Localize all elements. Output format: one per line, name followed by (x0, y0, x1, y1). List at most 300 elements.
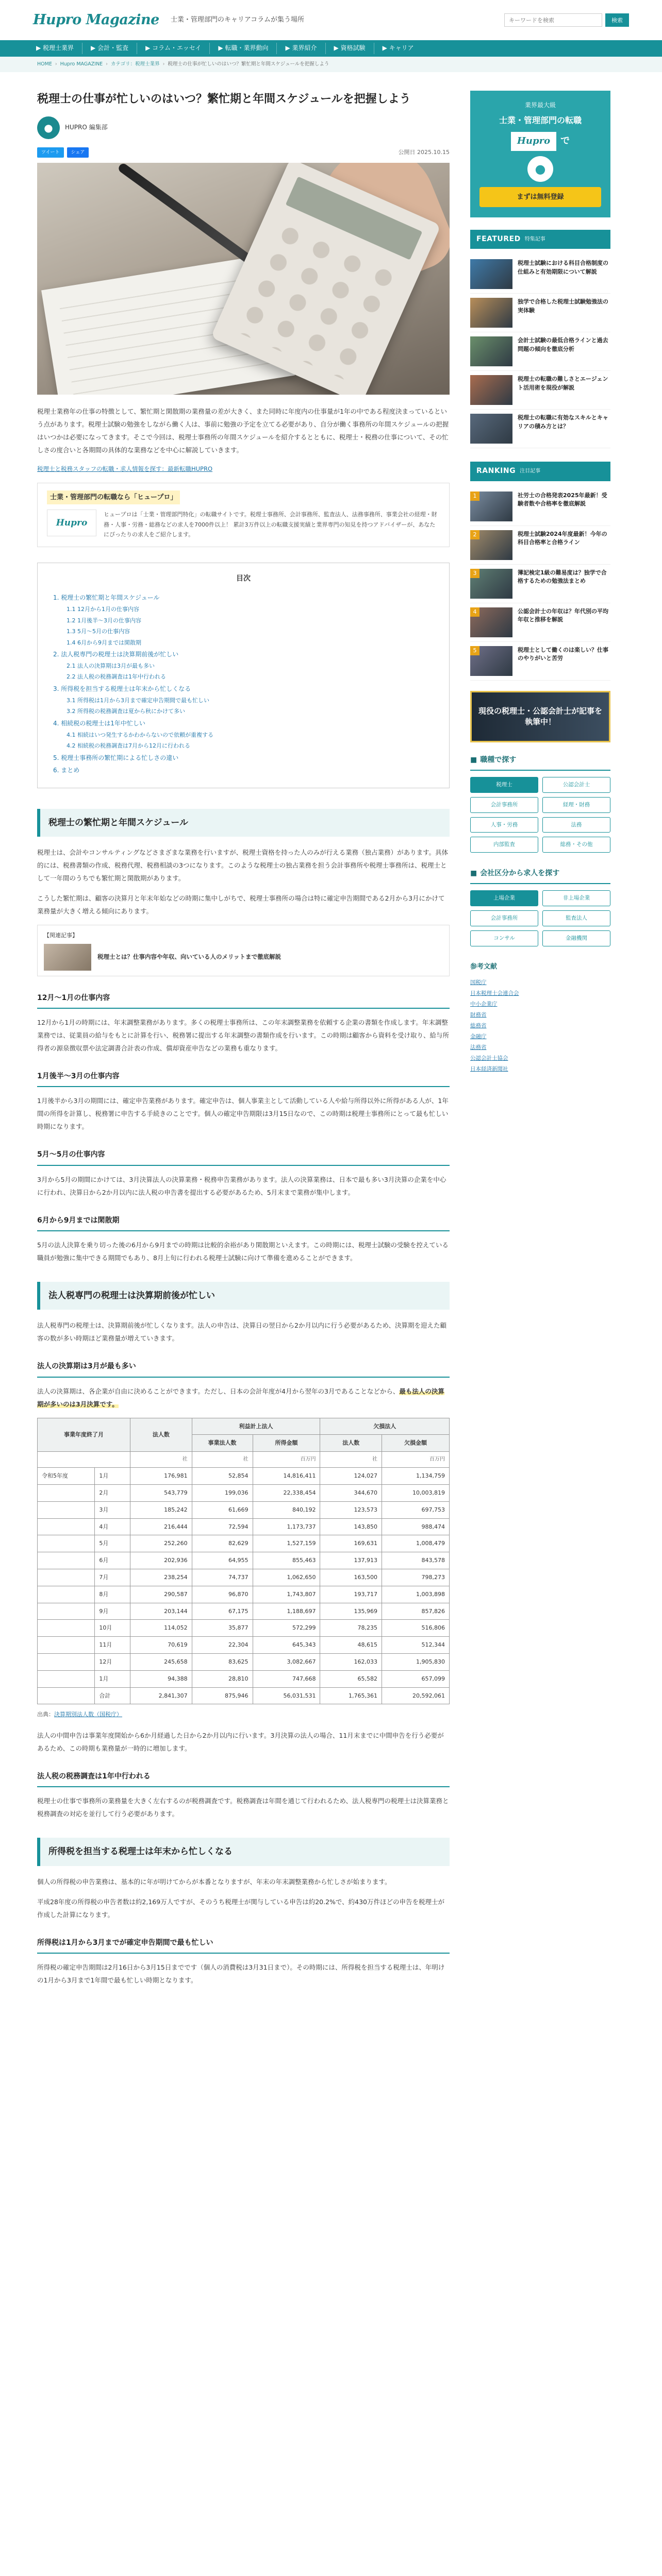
facebook-share-button[interactable]: シェア (67, 147, 89, 158)
tweet-button[interactable]: ツイート (37, 147, 64, 158)
table-cell: 199,036 (192, 1484, 253, 1501)
section-heading: 法人税専門の税理士は決算期前後が忙しい (37, 1282, 450, 1310)
subsection-heading: 所得税は1月から3月までが確定申告期間で最も忙しい (37, 1937, 450, 1954)
table-cell: 82,629 (192, 1535, 253, 1552)
toc-item[interactable]: 2. 法人税専門の税理士は決算期前後が忙しい (53, 651, 179, 658)
toc-item[interactable]: 4.2 相続税の税務調査は7月から12月に行われる (67, 742, 190, 750)
paragraph: 12月から1月の時期には、年末調整業務があります。多くの税理士事務所は、この年末調整業務を依頼する企業の書類を作成します。年末調整業務では、従業員の給与をもとに計算を行い、税務署に提出する年末調整の書類作成を行います。この時期は顧客から資料を受け取り、給与所得者の源泉徴収票や法定調書合計表の作成、償却資産申告などの業務も重なります。 (37, 1019, 450, 1053)
table-cell: 9月 (95, 1603, 130, 1620)
table-cell: 202,936 (130, 1552, 192, 1569)
article-thumbnail (470, 375, 512, 405)
search-input[interactable] (504, 13, 602, 27)
table-cell: 855,463 (253, 1552, 320, 1569)
table-cell (38, 1586, 95, 1603)
thumbnail-image (470, 336, 512, 366)
featured-list (470, 255, 610, 448)
table-cell: 185,242 (130, 1501, 192, 1518)
thumbnail-image (470, 298, 512, 328)
table-cell: 176,981 (130, 1468, 192, 1485)
table-cell: 10月 (95, 1620, 130, 1637)
toc-item[interactable]: 1. 税理士の繁忙期と年間スケジュール (53, 594, 160, 602)
table-subheader: 事業法人数 (192, 1435, 253, 1452)
paragraph (37, 1385, 450, 1411)
publish-date: 公開日 2025.10.15 (398, 149, 450, 156)
table-cell: 1,003,898 (382, 1586, 449, 1603)
table-cell: 3,082,667 (253, 1653, 320, 1670)
article-link-title: 税理士として働くのは楽しい？仕事のやりがいと苦労 (518, 646, 608, 662)
table-cell (38, 1452, 130, 1468)
toc-item[interactable]: 3.2 所得税の税務調査は夏から秋にかけて多い (67, 708, 185, 715)
related-label: 【関連記事】 (44, 932, 78, 939)
table-cell: 162,033 (320, 1653, 382, 1670)
breadcrumb-separator: › (162, 61, 165, 67)
hero-image (37, 163, 450, 395)
table-cell: 1月 (95, 1670, 130, 1687)
table-cell: 4月 (95, 1518, 130, 1535)
category-title-text: 職種で探す (480, 755, 517, 764)
table-cell (38, 1603, 95, 1620)
table-cell: 社 (192, 1452, 253, 1468)
table-row (38, 1535, 450, 1552)
reference-link[interactable]: 国税庁 (470, 979, 487, 986)
table-body (38, 1452, 450, 1704)
gnav-item[interactable]: ▶ 業界紹介 (276, 43, 325, 54)
user-icon: ● (44, 122, 53, 134)
rank-number: 3 (470, 569, 479, 578)
table-cell (38, 1484, 95, 1501)
site-logo[interactable]: Hupro Magazine (33, 11, 159, 28)
table-cell: 163,500 (320, 1569, 382, 1586)
table-row (38, 1569, 450, 1586)
table-cell: 843,578 (382, 1552, 449, 1569)
article-thumbnail (470, 259, 512, 289)
table-subheader: 法人数 (320, 1435, 382, 1452)
table-cell (38, 1653, 95, 1670)
promo-subtitle: 業界最大級 (524, 101, 556, 109)
reference-link[interactable]: 日本経済新聞社 (470, 1065, 508, 1072)
table-cell: 56,031,531 (253, 1687, 320, 1704)
ranking-heading-jp: 注目記事 (520, 468, 541, 474)
section-heading: 所得税を担当する税理士は年末から忙しくなる (37, 1838, 450, 1866)
ranking-item[interactable] (470, 565, 610, 603)
table-cell: 2,841,307 (130, 1687, 192, 1704)
table-cell: 203,144 (130, 1603, 192, 1620)
table-cell: 1,527,159 (253, 1535, 320, 1552)
subsection-heading: 法人税の税務調査は1年中行われる (37, 1770, 450, 1787)
category-tag[interactable]: 公認会計士 (542, 777, 610, 793)
promo-logo: Hupro (47, 510, 96, 536)
table-cell: 543,779 (130, 1484, 192, 1501)
table-row (38, 1653, 450, 1670)
article-intro (37, 405, 450, 456)
paragraph: 3月から5月の期間にかけては、3月決算法人の決算業務・税務申告業務があります。法人の決算業務は、日本で最も多い3月決算の企業を中心に行われ、決算日から2か月以内に法人税の申告書を提出する必要があるため、5月末まで業務が集中します。 (37, 1175, 446, 1196)
table-row (38, 1484, 450, 1501)
table-source (37, 1709, 450, 1720)
table-cell: 67,175 (192, 1603, 253, 1620)
person-icon: ● (527, 156, 553, 182)
table-cell (38, 1670, 95, 1687)
table-cell: 747,668 (253, 1670, 320, 1687)
table-cell: 35,877 (192, 1620, 253, 1637)
gnav-item[interactable]: ▶ キャリア (374, 43, 422, 54)
table-row (38, 1552, 450, 1569)
article-link-title: 税理士の転職の難しさとエージェント活用術を現役が解説 (518, 376, 608, 391)
reference-link[interactable]: 法務省 (470, 1044, 487, 1050)
breadcrumb-magazine[interactable]: Hupro MAGAZINE (60, 61, 103, 67)
article-thumbnail (470, 414, 512, 444)
toc-item[interactable]: 6. まとめ (53, 766, 80, 774)
toc-item[interactable]: 3. 所得税を担当する税理士は年末から忙しくなる (53, 685, 191, 692)
promo-body (47, 510, 440, 539)
table-cell (38, 1620, 95, 1637)
table-cell: 124,027 (320, 1468, 382, 1485)
paragraph: 5月の法人決算を乗り切った後の6月から9月までの時期は比較的余裕があり閑散期といえます。この時期には、税理士試験の受験を控えている職員が勉強に集中できる期間でもあり、8月上旬に行われる税理士試験に向けて準備を進めることができます。 (37, 1241, 449, 1262)
article-link-title: 公認会計士の年収は？年代別の平均年収と推移を解説 (518, 607, 608, 623)
table-cell: 64,955 (192, 1552, 253, 1569)
reference-link[interactable]: 日本税理士会連合会 (470, 990, 519, 996)
subsection-heading: 5月～5月の仕事内容 (37, 1148, 450, 1165)
featured-item[interactable] (470, 410, 610, 448)
table-cell: 70,619 (130, 1637, 192, 1654)
company-title-text: 会社区分から求人を探す (480, 869, 560, 878)
table-cell: 令和5年度 (38, 1468, 95, 1485)
ranking-item[interactable] (470, 526, 610, 565)
ranking-heading-en: RANKING (476, 467, 516, 476)
source-prefix: 出典： (37, 1711, 54, 1718)
company-box-title (470, 867, 610, 884)
table-cell: 988,474 (382, 1518, 449, 1535)
fiscal-month-table (37, 1418, 450, 1705)
table-cell: 1,008,479 (382, 1535, 449, 1552)
global-nav (0, 40, 662, 57)
company-tag[interactable]: コンサル (470, 930, 538, 946)
table-cell: 8月 (95, 1586, 130, 1603)
table-cell: 96,870 (192, 1586, 253, 1603)
table-cell: 193,717 (320, 1586, 382, 1603)
table-cell: 135,969 (320, 1603, 382, 1620)
table-cell: 10,003,819 (382, 1484, 449, 1501)
section-heading: 税理士の繁忙期と年間スケジュール (37, 809, 450, 837)
article-thumbnail (470, 569, 512, 599)
table-cell: 1,765,361 (320, 1687, 382, 1704)
article-thumbnail (470, 607, 512, 637)
category-tag[interactable]: 人事・労務 (470, 817, 538, 833)
breadcrumb-home[interactable]: HOME (37, 61, 52, 67)
reference-link[interactable]: 中小企業庁 (470, 1001, 498, 1007)
author-avatar (37, 116, 60, 139)
table-cell: 245,658 (130, 1653, 192, 1670)
table-header: 利益計上法人 (192, 1418, 320, 1435)
company-tag[interactable]: 非上場企業 (542, 890, 610, 906)
table-cell: 1,905,830 (382, 1653, 449, 1670)
promo-heading: 士業・管理部門の転職なら「ヒュープロ」 (47, 490, 180, 504)
related-title: 税理士とは？仕事内容や年収、向いている人のメリットまで徹底解説 (97, 953, 282, 961)
paragraph: 税理士の仕事で事務所の業務量を大きく左右するのが税務調査です。税務調査は年間を通じて行われるため、法人税専門の税理士は決算業務と税務調査の対応を並行して行う必要があります。 (37, 1797, 449, 1818)
toc-item[interactable]: 3.1 所得税は1月から3月まで確定申告期間で最も忙しい (67, 697, 209, 704)
table-cell: 252,260 (130, 1535, 192, 1552)
search-button[interactable]: 検索 (605, 13, 629, 27)
table-cell: 516,806 (382, 1620, 449, 1637)
ranking-item[interactable] (470, 642, 610, 681)
table-cell: 61,669 (192, 1501, 253, 1518)
table-cell: 114,052 (130, 1620, 192, 1637)
toc-item[interactable]: 1.1 12月から1月の仕事内容 (67, 606, 139, 613)
paragraph: 税理士は、会計やコンサルティングなどさまざまな業務を行いますが、税理士資格を持った人のみが行える業務（独占業務）があります。具体的には、税務書類の作成、税務代理、税務相談の3つになります。このような税理士の独占業務を担う会計事務所や税理士事務所は、税理士として一年間のうちでも繁忙期と閑散期があります。 (37, 849, 449, 883)
paragraph: 平成28年度の所得税の申告者数は約2,169万人ですが、そのうち税理士が関与している申告は約20.2%で、約430万件ほどの申告を税理士が作成した計算になります。 (37, 1897, 445, 1919)
featured-item[interactable] (470, 332, 610, 371)
promo-title: 士業・管理部門の転職 (499, 115, 582, 125)
subsection-heading: 6月から9月までは閑散期 (37, 1214, 450, 1231)
paragraph: こうした繁忙期は、顧客の決算月と年末年始などの時期に集中しがちで、税理士事務所の場合は特に確定申告期間である2月から3月にかけて業務量が大きく増える傾向にあります。 (37, 894, 445, 916)
category-tag[interactable]: 総務・その他 (542, 837, 610, 853)
table-cell: 290,587 (130, 1586, 192, 1603)
building-icon: ■ (470, 869, 477, 878)
rank-number: 5 (470, 646, 479, 655)
table-row (38, 1603, 450, 1620)
featured-item[interactable] (470, 371, 610, 410)
table-row (38, 1586, 450, 1603)
featured-item[interactable] (470, 255, 610, 294)
table-cell (38, 1535, 95, 1552)
share-row (37, 147, 450, 158)
company-tag[interactable]: 会計事務所 (470, 910, 538, 926)
ranking-item[interactable] (470, 487, 610, 526)
table-cell (38, 1687, 95, 1704)
toc-item[interactable]: 2.1 法人の決算期は3月が最も多い (67, 663, 155, 670)
table-cell: 百万円 (382, 1452, 449, 1468)
gnav-item[interactable]: ▶ 税理士業界 (36, 44, 74, 52)
article-link-title: 税理士試験における科目合格制度の仕組みと有効期限について解説 (518, 260, 608, 275)
table-cell: 74,737 (192, 1569, 253, 1586)
table-header: 法人数 (130, 1418, 192, 1452)
table-cell: 137,913 (320, 1552, 382, 1569)
gnav-item[interactable]: ▶ 転職・業界動向 (209, 43, 276, 54)
rank-number: 4 (470, 607, 479, 617)
gnav-item[interactable]: ▶ 会計・監査 (82, 43, 137, 54)
hupro-promo-box[interactable] (37, 483, 450, 547)
table-unit-row (38, 1452, 450, 1468)
promo-logo-row (479, 132, 601, 150)
table-cell: 857,826 (382, 1603, 449, 1620)
references-title: 参考文献 (470, 963, 498, 971)
breadcrumb-category[interactable]: カテゴリ：税理士業界 (110, 61, 160, 67)
article-thumbnail (470, 530, 512, 560)
category-tag[interactable]: 会計事務所 (470, 797, 538, 813)
table-header: 事業年度終了月 (38, 1418, 130, 1452)
writer-banner[interactable]: 現役の税理士・公認会計士が記事を執筆中！ (470, 691, 610, 742)
table-row (38, 1620, 450, 1637)
category-tag[interactable]: 内部監査 (470, 837, 538, 853)
table-cell: 344,670 (320, 1484, 382, 1501)
paragraph: 法人の中間申告は事業年度開始から6か月経過した日から2か月以内に行います。3月決算の法人の場合、11月末までに中間申告を行う必要があるため、この時期も業務量が一時的に増加します。 (37, 1732, 444, 1753)
table-cell: 22,338,454 (253, 1484, 320, 1501)
sidebar-promo (470, 91, 610, 217)
article-title: 税理士の仕事が忙しいのはいつ？繁忙期と年間スケジュールを把握しよう (37, 93, 411, 106)
toc-list (53, 591, 434, 776)
article-thumbnail (470, 298, 512, 328)
register-button[interactable]: まずは無料登録 (479, 187, 601, 207)
table-cell (38, 1501, 95, 1518)
thumbnail-image (470, 375, 512, 405)
category-tag[interactable]: 経理・財務 (542, 797, 610, 813)
table-row (38, 1637, 450, 1654)
table-cell (38, 1637, 95, 1654)
toc-item[interactable]: 2.2 法人税の税務調査は1年中行われる (67, 673, 166, 681)
category-tag[interactable]: 税理士 (470, 777, 538, 793)
featured-heading-jp: 特集記事 (524, 236, 545, 242)
table-cell: 840,192 (253, 1501, 320, 1518)
table-cell: 22,304 (192, 1637, 253, 1654)
reference-link[interactable]: 財務省 (470, 1011, 487, 1018)
subsection-heading: 法人の決算期は3月が最も多い (37, 1360, 450, 1377)
paragraph: 個人の所得税の申告業務は、基本的に年が明けてからが本番となりますが、年末の年末調整業務から忙しさが始まります。 (37, 1877, 391, 1886)
table-header: 欠損法人 (320, 1418, 450, 1435)
search-icon: ■ (470, 755, 477, 764)
site-tagline: 士業・管理部門のキャリアコラムが集う場所 (170, 16, 305, 24)
table-cell: 216,444 (130, 1518, 192, 1535)
toc-item[interactable]: 1.4 6月から9月までは閑散期 (67, 639, 141, 646)
related-article[interactable] (37, 925, 450, 976)
gnav-item[interactable]: ▶ コラム・エッセイ (137, 43, 209, 54)
thumbnail-image (470, 414, 512, 444)
related-thumbnail (44, 944, 91, 971)
table-row (38, 1501, 450, 1518)
author-name: HUPRO 編集部 (65, 124, 108, 131)
breadcrumb-separator: › (106, 61, 108, 67)
table-cell: 72,594 (192, 1518, 253, 1535)
references-list (470, 977, 610, 1075)
promo-text: ヒュープロは「士業・管理部門特化」の転職サイトです。税理士事務所、会計事務所、監査法人、法務事務所、事業会社の経理・財務・人事・労務・総務などの求人を7000件以上！ 累計3万件以上の転職支援実績と業界専門の知見を持つアドバイザーが、あなたにぴったりの求人をご紹介します。 (104, 511, 437, 538)
category-grid (470, 777, 610, 853)
site-header (0, 0, 662, 40)
table-cell: 7月 (95, 1569, 130, 1586)
table-row (38, 1518, 450, 1535)
toc-title: 目次 (236, 574, 251, 583)
intro-paragraph: 税理士業務年の仕事の特徴として、繁忙期と閑散期の業務量の差が大きく、また同時に年度内の仕事量が1年の中である程度決まっているという点があります。税理士試験の勉強をしながら働く人は、事前に勉強の予定を立てる必要があり、自分が働く事務所の年間スケジュールの把握はいつかは必要になってきます。そこで今回は、税理士事務所の年間スケジュールを紹介するとともに、税理士・税務の仕事について、その忙しさの度合いと各期間の具体的な業務などを中心に解説していきます。 (37, 408, 449, 454)
rank-number: 1 (470, 492, 479, 501)
table-cell: 1,188,697 (253, 1603, 320, 1620)
table-cell: 238,254 (130, 1569, 192, 1586)
author-row (37, 116, 450, 139)
paragraph: 法人税専門の税理士は、決算期前後が忙しくなります。法人の申告は、決算日の翌日から2か月以内に行う必要があるため、決算期を迎えた顧客の数が多い時期ほど業務量が増えていきます。 (37, 1321, 446, 1343)
article-link-title: 税理士の転職に有効なスキルとキャリアの積み方とは？ (518, 414, 608, 430)
table-subheader: 欠損金額 (382, 1435, 449, 1452)
sidebar (470, 91, 610, 1994)
paragraph: 1月後半から3月の期間には、確定申告業務があります。確定申告は、個人事業主として活動している人や給与所得以外に所得がある人が、1年間の所得を計算し、税務署に申告する手続きのことです。個人の確定申告期限は3月15日なので、この時期は税理士事務所にとって最も忙しい時期になります。 (37, 1097, 449, 1131)
table-cell (38, 1552, 95, 1569)
table-cell: 6月 (95, 1552, 130, 1569)
table-cell: 28,810 (192, 1670, 253, 1687)
ranking-item[interactable] (470, 603, 610, 642)
breadcrumb-separator: › (55, 61, 57, 67)
table-cell: 1,134,759 (382, 1468, 449, 1485)
toc-item[interactable]: 4.1 相続はいつ発生するかわからないので依頼が重複する (67, 731, 213, 738)
table-cell: 3月 (95, 1501, 130, 1518)
rank-number: 2 (470, 530, 479, 539)
featured-heading (470, 230, 610, 249)
table-cell: 697,753 (382, 1501, 449, 1518)
table-cell: 123,573 (320, 1501, 382, 1518)
company-tag[interactable]: 金融機関 (542, 930, 610, 946)
table-cell: 社 (130, 1452, 192, 1468)
table-cell: 94,388 (130, 1670, 192, 1687)
category-tag[interactable]: 法務 (542, 817, 610, 833)
article-link-title: 独学で合格した税理士試験勉強法の実体験 (518, 298, 608, 314)
table-cell: 1月 (95, 1468, 130, 1485)
table-cell: 合計 (95, 1687, 130, 1704)
table-cell: 83,625 (192, 1653, 253, 1670)
table-cell: 169,631 (320, 1535, 382, 1552)
table-cell: 52,854 (192, 1468, 253, 1485)
table-cell: 78,235 (320, 1620, 382, 1637)
article-main (37, 91, 450, 1994)
featured-item[interactable] (470, 294, 610, 332)
table-cell: 657,099 (382, 1670, 449, 1687)
table-cell: 百万円 (253, 1452, 320, 1468)
table-cell (38, 1569, 95, 1586)
company-grid (470, 890, 610, 946)
table-cell: 12月 (95, 1653, 130, 1670)
table-cell: 1,743,807 (253, 1586, 320, 1603)
toc-item[interactable]: 1.2 1月後半～3月の仕事内容 (67, 617, 141, 624)
company-tag[interactable]: 監査法人 (542, 910, 610, 926)
table-cell: 11月 (95, 1637, 130, 1654)
paragraph: 所得税の確定申告期間は2月16日から3月15日までです（個人の消費税は3月31日まで）。その時期には、所得税を担当する税理士は、年明けの1月から3月まで1年間で最も忙しい時期となります。 (37, 1963, 445, 1985)
article-link-title: 税理士試験2024年度最新！今年の科目合格率と合格ライン (518, 530, 607, 546)
source-link[interactable]: 決算期別法人数（国税庁） (54, 1711, 122, 1718)
article-link-title: 社労士の合格発表2025年最新！受験者数や合格率を徹底解説 (518, 492, 607, 507)
reference-link[interactable]: 金融庁 (470, 1033, 487, 1040)
table-cell: 48,615 (320, 1637, 382, 1654)
promo-logo: Hupro (511, 132, 556, 150)
table-subheader: 所得金額 (253, 1435, 320, 1452)
subsection-heading: 12月～1月の仕事内容 (37, 992, 450, 1009)
ranking-list (470, 487, 610, 681)
subsection-heading: 1月後半～3月の仕事内容 (37, 1070, 450, 1087)
article-thumbnail (470, 646, 512, 676)
article-thumbnail (470, 492, 512, 521)
table-cell: 1,173,737 (253, 1518, 320, 1535)
toc-item[interactable]: 4. 相続税の税理士は1年中忙しい (53, 719, 145, 727)
reference-link[interactable]: 公認会計士協会 (470, 1055, 508, 1061)
company-tag[interactable]: 上場企業 (470, 890, 538, 906)
table-row (38, 1670, 450, 1687)
article-link-title: 簿記検定1級の難易度は？独学で合格するための勉強法まとめ (518, 569, 607, 585)
table-cell: 14,816,411 (253, 1468, 320, 1485)
table-cell: 143,850 (320, 1518, 382, 1535)
table-cell (38, 1518, 95, 1535)
reference-link[interactable]: 総務省 (470, 1022, 487, 1029)
breadcrumb (0, 57, 662, 72)
article-link-title: 会計士試験の最低合格ラインと過去問題の傾向を徹底分析 (518, 337, 608, 352)
gnav-item[interactable]: ▶ 資格試験 (325, 43, 374, 54)
table-cell: 512,344 (382, 1637, 449, 1654)
table-cell: 2月 (95, 1484, 130, 1501)
header-search (504, 13, 629, 27)
featured-heading-en: FEATURED (476, 235, 521, 244)
promo-suffix: で (560, 135, 570, 147)
table-cell: 5月 (95, 1535, 130, 1552)
toc-item[interactable]: 5. 税理士事務所の繁忙期による忙しさの違い (53, 754, 179, 761)
table-cell: 875,946 (192, 1687, 253, 1704)
toc-item[interactable]: 1.3 5月～5月の仕事内容 (67, 628, 130, 635)
intro-link[interactable]: 税理士と税務スタッフの転職・求人情報を探す：最新転職HUPRO (37, 465, 213, 473)
table-cell: 798,273 (382, 1569, 449, 1586)
table-cell: 645,343 (253, 1637, 320, 1654)
table-cell: 20,592,061 (382, 1687, 449, 1704)
table-cell: 1,062,650 (253, 1569, 320, 1586)
breadcrumb-current: 税理士の仕事が忙しいのはいつ？繁忙期と年間スケジュールを把握しよう (168, 61, 329, 67)
